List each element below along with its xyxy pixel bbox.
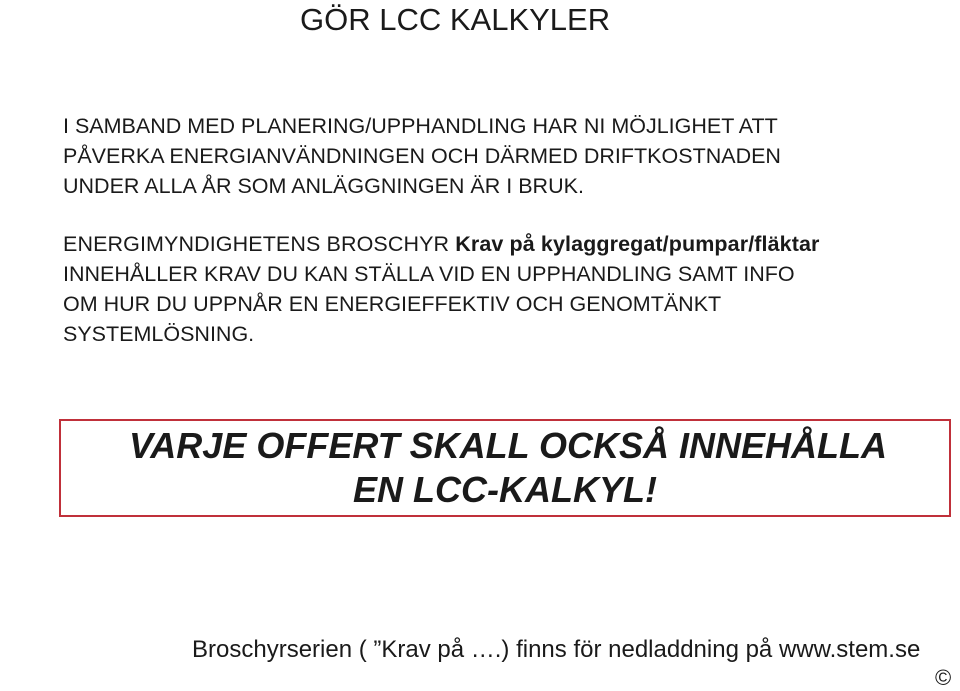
intro-line: PÅVERKA ENERGIANVÄNDNINGEN OCH DÄRMED DRIFTKOSTNADEN (63, 144, 781, 168)
brochure-paragraph (63, 229, 820, 349)
footer-note: Broschyrserien ( ”Krav på ….) finns för nedladdning på www.stem.se (192, 636, 921, 663)
intro-line: UNDER ALLA ÅR SOM ANLÄGGNINGEN ÄR I BRUK. (63, 174, 584, 198)
brochure-prefix: ENERGIMYNDIGHETENS BROSCHYR (63, 232, 456, 256)
intro-line: I SAMBAND MED PLANERING/UPPHANDLING HAR NI MÖJLIGHET ATT (63, 114, 778, 138)
brochure-line: OM HUR DU UPPNÅR EN ENERGIEFFEKTIV OCH GENOMTÄNKT (63, 292, 722, 316)
brochure-line: SYSTEMLÖSNING. (63, 322, 255, 346)
callout-box (59, 419, 951, 517)
brochure-title: Krav på kylaggregat/pumpar/fläktar (455, 232, 820, 256)
brochure-line (63, 229, 820, 259)
page-title: GÖR LCC KALKYLER (300, 2, 611, 37)
copyright-icon: © (935, 665, 952, 690)
brochure-line: INNEHÅLLER KRAV DU KAN STÄLLA VID EN UPPHANDLING SAMT INFO (63, 262, 795, 286)
callout-line: EN LCC-KALKYL! (353, 469, 657, 510)
callout-line: VARJE OFFERT SKALL OCKSÅ INNEHÅLLA (128, 425, 888, 466)
intro-paragraph (63, 111, 781, 201)
